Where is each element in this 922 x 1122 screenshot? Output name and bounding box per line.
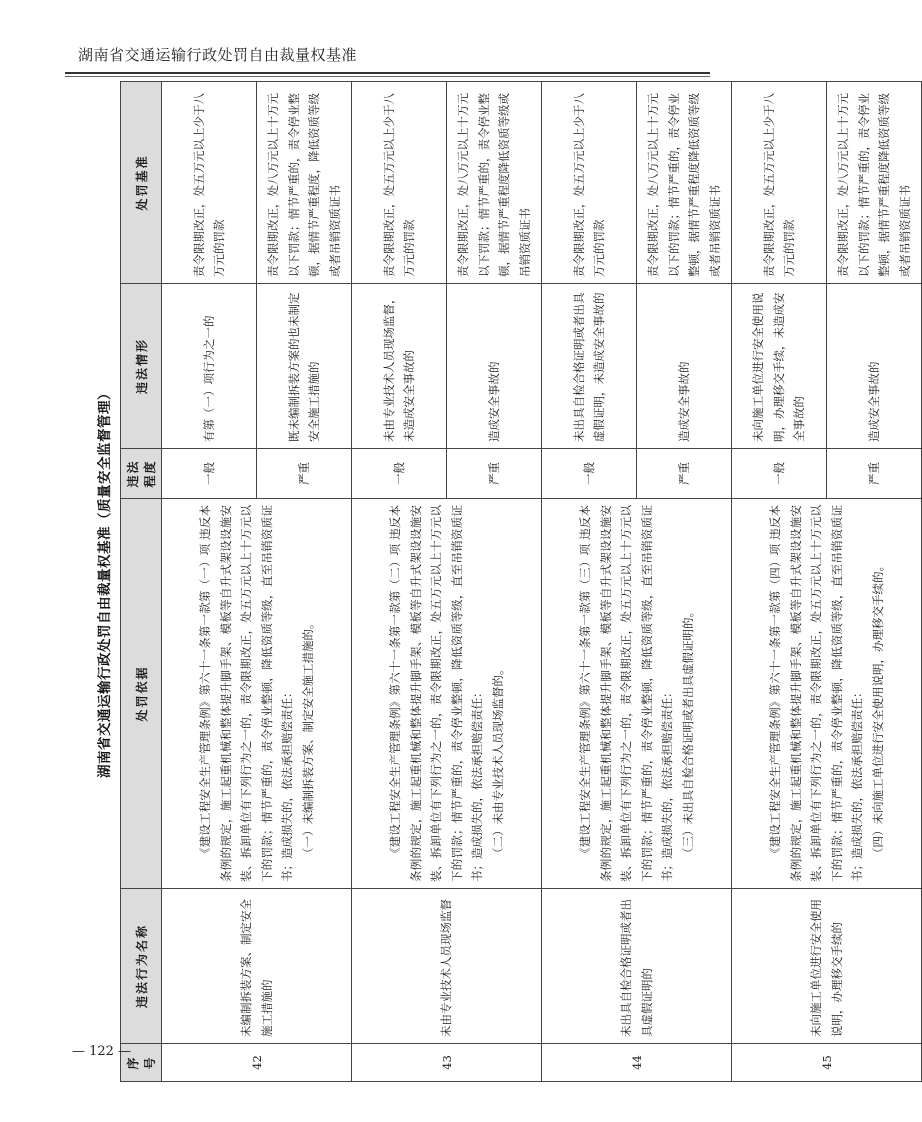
- column-header-severity: 违法程度: [121, 449, 162, 499]
- violation-situation: 有第（一）项行为之一的: [162, 284, 257, 449]
- table-row: [542, 82, 637, 1082]
- table-row: [352, 82, 447, 1082]
- penalty-standard: 责令限期改正，处五万元以上少于八万元的罚款: [162, 82, 257, 284]
- severity-level: 严重: [637, 449, 732, 499]
- basis-item: （一）未编制拆装方案、制定安全施工措施的。: [300, 617, 315, 859]
- penalty-standard: 责令限期改正，处八万元以上十万元以下的罚款；情节严重的，责令停业整顿，据情节严重程度降低资质等级或者吊销资质证书: [827, 82, 922, 284]
- violation-situation: 未向施工单位进行安全使用说明，办理移交手续，未造成安全事故的: [732, 284, 827, 449]
- column-header-penalty-standard: 处罚基准: [121, 82, 162, 284]
- violation-situation: 未由专业技术人员现场监督，未造成安全事故的: [352, 284, 447, 449]
- penalty-basis: [542, 499, 732, 889]
- header-rule-thin: [65, 76, 710, 77]
- penalty-basis: [352, 499, 542, 889]
- basis-item: （二）未由专业技术人员现场监督的。: [490, 663, 505, 859]
- violation-situation: 未出具自检合格证明或者出具虚假证明，未造成安全事故的: [542, 284, 637, 449]
- severity-level: 一般: [162, 449, 257, 499]
- table-row: [732, 82, 827, 1082]
- violation-situation: 既未编制拆装方案的也未制定安全施工措施的: [257, 284, 352, 449]
- rotated-table-block: [90, 82, 912, 1082]
- basis-item: （三）未出具自检合格证明或者出具虚假证明的。: [680, 606, 695, 859]
- running-header-title: 湖南省交通运输行政处罚自由裁量权基准: [78, 46, 358, 64]
- column-header-violation-name: 违法行为名称: [121, 889, 162, 1044]
- violation-name: 未向施工单位进行安全使用说明，办理移交手续的: [732, 889, 922, 1044]
- row-number: 43: [352, 1044, 542, 1082]
- severity-level: 一般: [542, 449, 637, 499]
- basis-item: （四）未向施工单位进行安全使用说明，办理移交手续的。: [870, 560, 885, 859]
- penalty-standard: 责令限期改正，处五万元以上少于八万元的罚款: [542, 82, 637, 284]
- column-header-situation: 违法情形: [121, 284, 162, 449]
- basis-paragraph: 《建设工程安全生产管理条例》第六十一条第一款第（三）项 违反本条例的规定，施工起重机械和整体提升脚手架、模板等自升式架设设施安装、拆卸单位有下列行为之一的，责令限期改正，处五万元以上十万元以下的罚款；情节严重的，责令停业整顿，降低资质等级，直至吊销资质证书；造成损失的，依法承担赔偿责任：: [578, 505, 674, 882]
- penalty-basis: [162, 499, 352, 889]
- table-header-row: [121, 82, 162, 1082]
- violation-situation: 造成安全事故的: [447, 284, 542, 449]
- row-number: 45: [732, 1044, 922, 1082]
- penalty-standard: 责令限期改正，处五万元以上少于八万元的罚款: [732, 82, 827, 284]
- page-number: — 122 —: [72, 1044, 132, 1059]
- header-rule: [65, 72, 710, 74]
- column-header-number: 序号: [121, 1044, 162, 1082]
- basis-paragraph: 《建设工程安全生产管理条例》第六十一条第一款第（二）项 违反本条例的规定，施工起重机械和整体提升脚手架、模板等自升式架设设施安装、拆卸单位有下列行为之一的，责令限期改正，处五万元以上十万元以下的罚款；情节严重的，责令停业整顿，降低资质等级，直至吊销资质证书；造成损失的，依法承担赔偿责任：: [388, 505, 484, 882]
- violation-situation: 造成安全事故的: [827, 284, 922, 449]
- basis-paragraph: 《建设工程安全生产管理条例》第六十一条第一款第（一）项 违反本条例的规定，施工起重机械和整体提升脚手架、模板等自升式架设设施安装、拆卸单位有下列行为之一的，责令限期改正，处五万元以上十万元以下的罚款；情节严重的，责令停业整顿，降低资质等级，直至吊销资质证书；造成损失的，依法承担赔偿责任：: [198, 505, 294, 882]
- basis-paragraph: 《建设工程安全生产管理条例》第六十一条第一款第（四）项 违反本条例的规定，施工起重机械和整体提升脚手架、模板等自升式架设设施安装、拆卸单位有下列行为之一的，责令限期改正，处五万元以上十万元以下的罚款；情节严重的，责令停业整顿，降低资质等级，直至吊销资质证书；造成损失的，依法承担赔偿责任：: [768, 505, 864, 882]
- document-title: 湖南省交通运输行政处罚自由裁量权基准（质量安全监督管理）: [97, 386, 113, 778]
- penalty-standard: 责令限期改正，处八万元以上十万元以下的罚款；情节严重的，责令停业整顿，据情节严重程度降低资质等级或者吊销资质证书: [637, 82, 732, 284]
- severity-level: 严重: [447, 449, 542, 499]
- row-number: 42: [162, 1044, 352, 1082]
- penalty-basis: [732, 499, 922, 889]
- violation-name: 未由专业技术人员现场监督: [352, 889, 542, 1044]
- row-number: 44: [542, 1044, 732, 1082]
- severity-level: 一般: [732, 449, 827, 499]
- violation-situation: 造成安全事故的: [637, 284, 732, 449]
- severity-level: 严重: [257, 449, 352, 499]
- discretion-table: [120, 81, 922, 1082]
- violation-name: 未编制拆装方案、制定安全施工措施的: [162, 889, 352, 1044]
- penalty-standard: 责令限期改正，处五万元以上少于八万元的罚款: [352, 82, 447, 284]
- penalty-standard: 责令限期改正，处八万元以上十万元以下罚款；情节严重的，责令停业整顿，据情节严重程度，降低资质等级或者吊销资质证书: [257, 82, 352, 284]
- column-header-penalty-basis: 处罚依据: [121, 499, 162, 889]
- penalty-standard: 责令限期改正，处八万元以上十万元以下罚款；情节严重的，责令停业整顿，据情节严重程度降低资质等级或吊销资质证书: [447, 82, 542, 284]
- table-row: [162, 82, 257, 1082]
- severity-level: 一般: [352, 449, 447, 499]
- violation-name: 未出具自检合格证明或者出具虚假证明的: [542, 889, 732, 1044]
- severity-level: 严重: [827, 449, 922, 499]
